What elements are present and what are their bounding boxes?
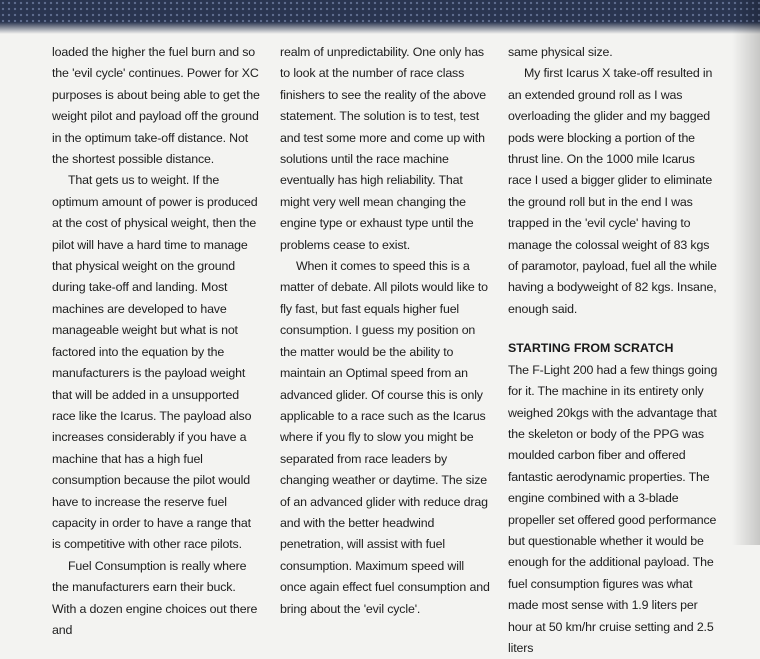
paragraph: Fuel Consumption is really where the manufacturers earn their buck. With a dozen engine choices out there and: [52, 558, 258, 637]
paragraph: loaded the higher the fuel burn and so the 'evil cycle' continues. Power for XC purposes is about being able to get the weight pilot and payload off the ground in the optimum take-off distance. Not the shortest possible distance.: [52, 45, 260, 167]
section-heading: STARTING FROM SCRATCH: [508, 341, 674, 356]
paragraph: realm of unpredictability. One only has to look at the number of race class finishers to see the reality of the above statement. The solution is to test, test and test some more and come up with solutions until the race machine eventually has high reliability. That might very well mean changing the engine type or exhaust type until the problems cease to exist.: [280, 45, 486, 252]
text-column-3: [508, 42, 718, 655]
paragraph: When it comes to speed this is a matter of debate. All pilots would like to fly fast, but fast equals higher fuel consumption. I guess my position on the matter would be the ability to maintain an Optimal speed from an advanced glider. Of course this is only applicable to a race such as the Icarus where if you fly to slow you might be separated from race leaders by changing weather or daytime. The size of an advanced glider with reduce drag and with the better headwind penetration, will assist with fuel consumption. Maximum speed will once again effect fuel consumption and bring about the 'evil cycle'.: [280, 259, 490, 616]
paragraph: same physical size.: [508, 45, 613, 59]
header-pattern-band: [0, 0, 760, 34]
text-column-2: [280, 42, 490, 616]
text-column-1: [52, 42, 262, 637]
paragraph: The F-Light 200 had a few things going for it. The machine in its entirety only weighed 20kgs with the advantage that the skeleton or body of the PPG was moulded carbon fiber and offered fantastic aerodynamic properties. The engine combined with a 3-blade propeller set offered good performance but questionable whether it would be enough for the additional payload. The fuel consumption figures was what made most sense with 1.9 liters per hour at 50 km/hr cruise setting and 2.5 liters: [508, 362, 718, 655]
paragraph: My first Icarus X take-off resulted in an extended ground roll as I was overloading the glider and my bagged pods were blocking a portion of the thrust line. On the 1000 mile Icarus race I used a bigger glider to eliminate the ground roll but in the end I was trapped in the 'evil cycle' having to manage the colossal weight of 83 kgs of paramotor, payload, fuel all the while having a bodyweight of 82 kgs. Insane, enough said.: [508, 66, 717, 316]
paragraph: That gets us to weight. If the optimum amount of power is produced at the cost of physical weight, then the pilot will have a hard time to manage that physical weight on the ground during take-off and landing. Most machines are developed to have manageable weight but what is not factored into the equation by the manufacturers is the payload weight that will be added in a unsupported race like the Icarus. The payload also increases considerably if you have a machine that has a high fuel consumption because the pilot would have to increase the reserve fuel capacity in order to have a range that is competitive with other race pilots.: [52, 173, 258, 552]
article-page: [52, 42, 742, 655]
